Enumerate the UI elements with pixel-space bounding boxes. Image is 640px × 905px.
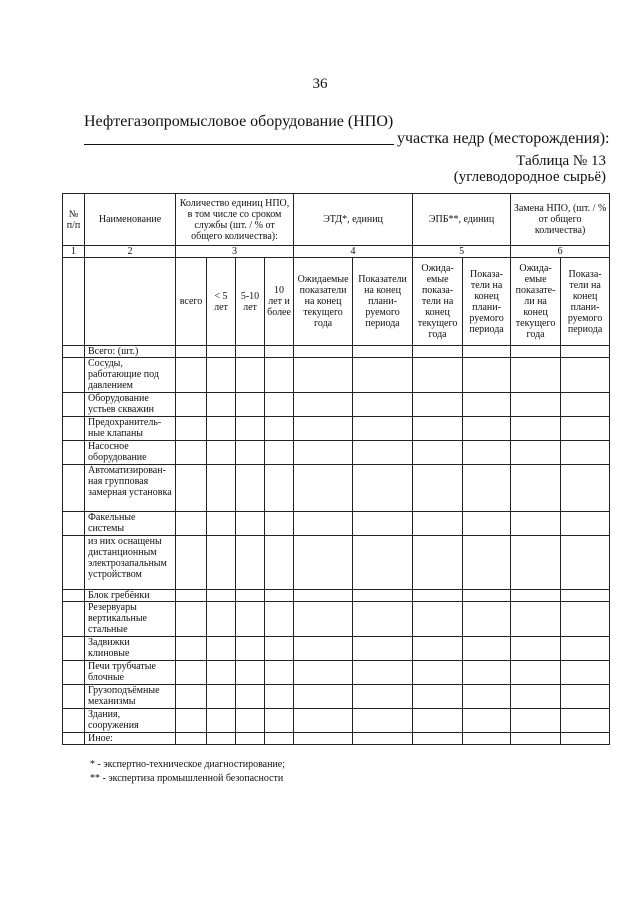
data-cell: [236, 602, 265, 637]
data-cell: [236, 733, 265, 745]
row-name: Печи трубчатые блочные: [85, 661, 176, 685]
data-cell: [511, 393, 561, 417]
sub-lt5: < 5 лет: [207, 258, 236, 346]
table-row: [63, 346, 610, 358]
data-cell: [511, 590, 561, 602]
data-cell: [207, 358, 236, 393]
row-number-cell: [63, 536, 85, 590]
data-cell: [413, 512, 463, 536]
sub-etd-expected: Ожидаемые показатели на конец текущего года: [294, 258, 353, 346]
row-name: Задвижки клиновые: [85, 637, 176, 661]
table-row: [63, 637, 610, 661]
col-number: 2: [85, 246, 176, 258]
table-row: [63, 685, 610, 709]
data-cell: [294, 512, 353, 536]
equipment-table: [62, 193, 610, 745]
row-name: Здания, сооружения: [85, 709, 176, 733]
sub-empty-name: [85, 258, 176, 346]
data-cell: [463, 637, 511, 661]
data-cell: [294, 358, 353, 393]
data-cell: [353, 590, 413, 602]
data-cell: [176, 465, 207, 512]
data-cell: [207, 602, 236, 637]
data-cell: [176, 346, 207, 358]
page-number: 36: [312, 76, 328, 92]
row-name: Всего: (шт.): [85, 346, 176, 358]
data-cell: [561, 602, 610, 637]
data-cell: [294, 393, 353, 417]
row-name: Факельные системы: [85, 512, 176, 536]
row-name: из них оснащены дистанционным электрозапальным устройством: [85, 536, 176, 590]
data-cell: [236, 346, 265, 358]
header-name: Наименование: [85, 194, 176, 246]
row-name: Оборудование устьев скважин: [85, 393, 176, 417]
data-cell: [353, 637, 413, 661]
data-cell: [413, 346, 463, 358]
data-cell: [265, 346, 294, 358]
data-cell: [353, 536, 413, 590]
sub-epb-plan: Показа-тели на конец плани-руемого периода: [463, 258, 511, 346]
data-cell: [511, 465, 561, 512]
data-cell: [353, 346, 413, 358]
table-subcaption: (углеводородное сырьё): [453, 169, 606, 185]
data-cell: [236, 441, 265, 465]
data-cell: [236, 417, 265, 441]
data-cell: [207, 637, 236, 661]
data-cell: [413, 590, 463, 602]
table-row: [63, 661, 610, 685]
row-number-cell: [63, 346, 85, 358]
data-cell: [265, 441, 294, 465]
data-cell: [294, 685, 353, 709]
data-cell: [207, 661, 236, 685]
data-cell: [561, 733, 610, 745]
data-cell: [176, 512, 207, 536]
sub-etd-plan: Показатели на конец плани-руемого периода: [353, 258, 413, 346]
data-cell: [236, 709, 265, 733]
data-cell: [511, 637, 561, 661]
data-cell: [207, 512, 236, 536]
data-cell: [353, 512, 413, 536]
header-num: № п/п: [63, 194, 85, 246]
data-cell: [413, 733, 463, 745]
row-number-cell: [63, 637, 85, 661]
data-cell: [176, 441, 207, 465]
table-row: [63, 733, 610, 745]
data-cell: [265, 602, 294, 637]
data-cell: [463, 709, 511, 733]
row-number-cell: [63, 465, 85, 512]
row-number-cell: [63, 685, 85, 709]
data-cell: [176, 709, 207, 733]
data-cell: [353, 733, 413, 745]
data-cell: [561, 358, 610, 393]
data-cell: [176, 536, 207, 590]
data-cell: [294, 417, 353, 441]
data-cell: [294, 602, 353, 637]
data-cell: [353, 465, 413, 512]
sub-replace-plan: Показа-тели на конец плани-руемого периода: [561, 258, 610, 346]
data-cell: [463, 602, 511, 637]
col-number: 3: [176, 246, 294, 258]
data-cell: [413, 536, 463, 590]
row-number-cell: [63, 358, 85, 393]
heading-suffix: участка недр (месторождения):: [397, 130, 610, 147]
row-number-cell: [63, 602, 85, 637]
data-cell: [353, 358, 413, 393]
heading-title: Нефтегазопромысловое оборудование (НПО): [84, 113, 394, 130]
data-cell: [236, 465, 265, 512]
data-cell: [463, 590, 511, 602]
data-cell: [265, 685, 294, 709]
data-cell: [353, 709, 413, 733]
header-replace: Замена НПО, (шт. / % от общего количества): [511, 194, 610, 246]
col-number: 6: [511, 246, 610, 258]
data-cell: [176, 358, 207, 393]
table-row: [63, 512, 610, 536]
data-cell: [511, 661, 561, 685]
row-number-cell: [63, 709, 85, 733]
data-cell: [463, 512, 511, 536]
data-cell: [413, 661, 463, 685]
row-name: Насосное оборудование: [85, 441, 176, 465]
data-cell: [265, 358, 294, 393]
sub-epb-expected: Ожида-емые показа-тели на конец текущего года: [413, 258, 463, 346]
row-name: Блок гребёнки: [85, 590, 176, 602]
footnote: * - экспертно-техническое диагностирование;: [90, 759, 286, 770]
row-number-cell: [63, 661, 85, 685]
header-qty: Количество единиц НПО, в том числе со сроком службы (шт. / % от общего количества):: [176, 194, 294, 246]
table-row: [63, 709, 610, 733]
col-number: 5: [413, 246, 511, 258]
col-number: 1: [63, 246, 85, 258]
data-cell: [353, 441, 413, 465]
data-cell: [413, 637, 463, 661]
data-cell: [176, 685, 207, 709]
data-cell: [236, 590, 265, 602]
data-cell: [463, 346, 511, 358]
data-cell: [294, 346, 353, 358]
data-cell: [511, 602, 561, 637]
data-cell: [207, 465, 236, 512]
row-number-cell: [63, 590, 85, 602]
data-cell: [561, 512, 610, 536]
data-cell: [463, 661, 511, 685]
data-cell: [207, 733, 236, 745]
row-name: Предохранитель-ные клапаны: [85, 417, 176, 441]
data-cell: [236, 358, 265, 393]
data-cell: [176, 661, 207, 685]
data-cell: [207, 685, 236, 709]
sub-total: всего: [176, 258, 207, 346]
data-cell: [265, 661, 294, 685]
data-cell: [265, 733, 294, 745]
data-cell: [207, 441, 236, 465]
data-cell: [265, 465, 294, 512]
data-cell: [413, 709, 463, 733]
header-epb: ЭПБ**, единиц: [413, 194, 511, 246]
row-name: Автоматизирован-ная групповая замерная установка: [85, 465, 176, 512]
data-cell: [413, 417, 463, 441]
data-cell: [294, 733, 353, 745]
table-row: [63, 536, 610, 590]
data-cell: [294, 441, 353, 465]
data-cell: [413, 358, 463, 393]
row-name: Сосуды, работающие под давлением: [85, 358, 176, 393]
data-cell: [561, 417, 610, 441]
data-cell: [511, 536, 561, 590]
data-cell: [463, 358, 511, 393]
data-cell: [236, 661, 265, 685]
data-cell: [463, 441, 511, 465]
data-cell: [207, 393, 236, 417]
sub-5-10: 5-10 лет: [236, 258, 265, 346]
data-cell: [511, 709, 561, 733]
data-cell: [207, 709, 236, 733]
data-cell: [511, 417, 561, 441]
data-cell: [561, 536, 610, 590]
data-cell: [265, 709, 294, 733]
data-cell: [511, 512, 561, 536]
data-cell: [413, 465, 463, 512]
data-cell: [265, 393, 294, 417]
data-cell: [561, 709, 610, 733]
data-cell: [294, 709, 353, 733]
sub-10plus: 10 лет и более: [265, 258, 294, 346]
data-cell: [265, 417, 294, 441]
data-cell: [511, 733, 561, 745]
footnotes: [90, 758, 285, 785]
data-cell: [176, 590, 207, 602]
row-number-cell: [63, 417, 85, 441]
data-cell: [561, 685, 610, 709]
row-number-cell: [63, 512, 85, 536]
row-number-cell: [63, 441, 85, 465]
data-cell: [294, 590, 353, 602]
data-cell: [463, 536, 511, 590]
row-number-cell: [63, 733, 85, 745]
col-number: 4: [294, 246, 413, 258]
data-cell: [176, 602, 207, 637]
row-name: Иное:: [85, 733, 176, 745]
data-cell: [561, 465, 610, 512]
data-cell: [207, 417, 236, 441]
footnote: ** - экспертиза промышленной безопасности: [90, 772, 284, 784]
data-cell: [511, 441, 561, 465]
data-cell: [353, 393, 413, 417]
table-row: [63, 417, 610, 441]
data-cell: [265, 637, 294, 661]
data-cell: [265, 590, 294, 602]
row-name: Грузоподъёмные механизмы: [85, 685, 176, 709]
data-cell: [294, 465, 353, 512]
data-cell: [413, 602, 463, 637]
data-cell: [353, 417, 413, 441]
data-cell: [176, 417, 207, 441]
data-cell: [463, 733, 511, 745]
sub-replace-expected: Ожида-емые показате-ли на конец текущего года: [511, 258, 561, 346]
data-cell: [294, 536, 353, 590]
data-cell: [561, 393, 610, 417]
data-cell: [207, 536, 236, 590]
data-cell: [561, 441, 610, 465]
data-cell: [236, 512, 265, 536]
data-cell: [236, 685, 265, 709]
data-cell: [413, 393, 463, 417]
data-cell: [207, 590, 236, 602]
data-cell: [463, 393, 511, 417]
table-row: [63, 441, 610, 465]
data-cell: [413, 685, 463, 709]
data-cell: [176, 637, 207, 661]
data-cell: [353, 685, 413, 709]
data-cell: [561, 661, 610, 685]
data-cell: [511, 346, 561, 358]
data-cell: [561, 590, 610, 602]
data-cell: [463, 465, 511, 512]
data-cell: [413, 441, 463, 465]
heading-fill-line: [84, 144, 394, 145]
data-cell: [265, 536, 294, 590]
data-cell: [561, 346, 610, 358]
table-row: [63, 590, 610, 602]
data-cell: [176, 733, 207, 745]
table-row: [63, 465, 610, 512]
data-cell: [463, 417, 511, 441]
data-cell: [511, 358, 561, 393]
data-cell: [294, 637, 353, 661]
data-cell: [561, 637, 610, 661]
data-cell: [236, 536, 265, 590]
data-cell: [265, 512, 294, 536]
data-cell: [511, 685, 561, 709]
table-caption: Таблица № 13: [516, 153, 606, 169]
row-number-cell: [63, 393, 85, 417]
data-cell: [236, 637, 265, 661]
table-row: [63, 358, 610, 393]
table-row: [63, 602, 610, 637]
table-row: [63, 393, 610, 417]
data-cell: [463, 685, 511, 709]
data-cell: [176, 393, 207, 417]
data-cell: [236, 393, 265, 417]
row-name: Резервуары вертикальные стальные: [85, 602, 176, 637]
data-cell: [294, 661, 353, 685]
sub-empty-num: [63, 258, 85, 346]
data-cell: [207, 346, 236, 358]
data-cell: [353, 602, 413, 637]
data-cell: [353, 661, 413, 685]
header-etd: ЭТД*, единиц: [294, 194, 413, 246]
